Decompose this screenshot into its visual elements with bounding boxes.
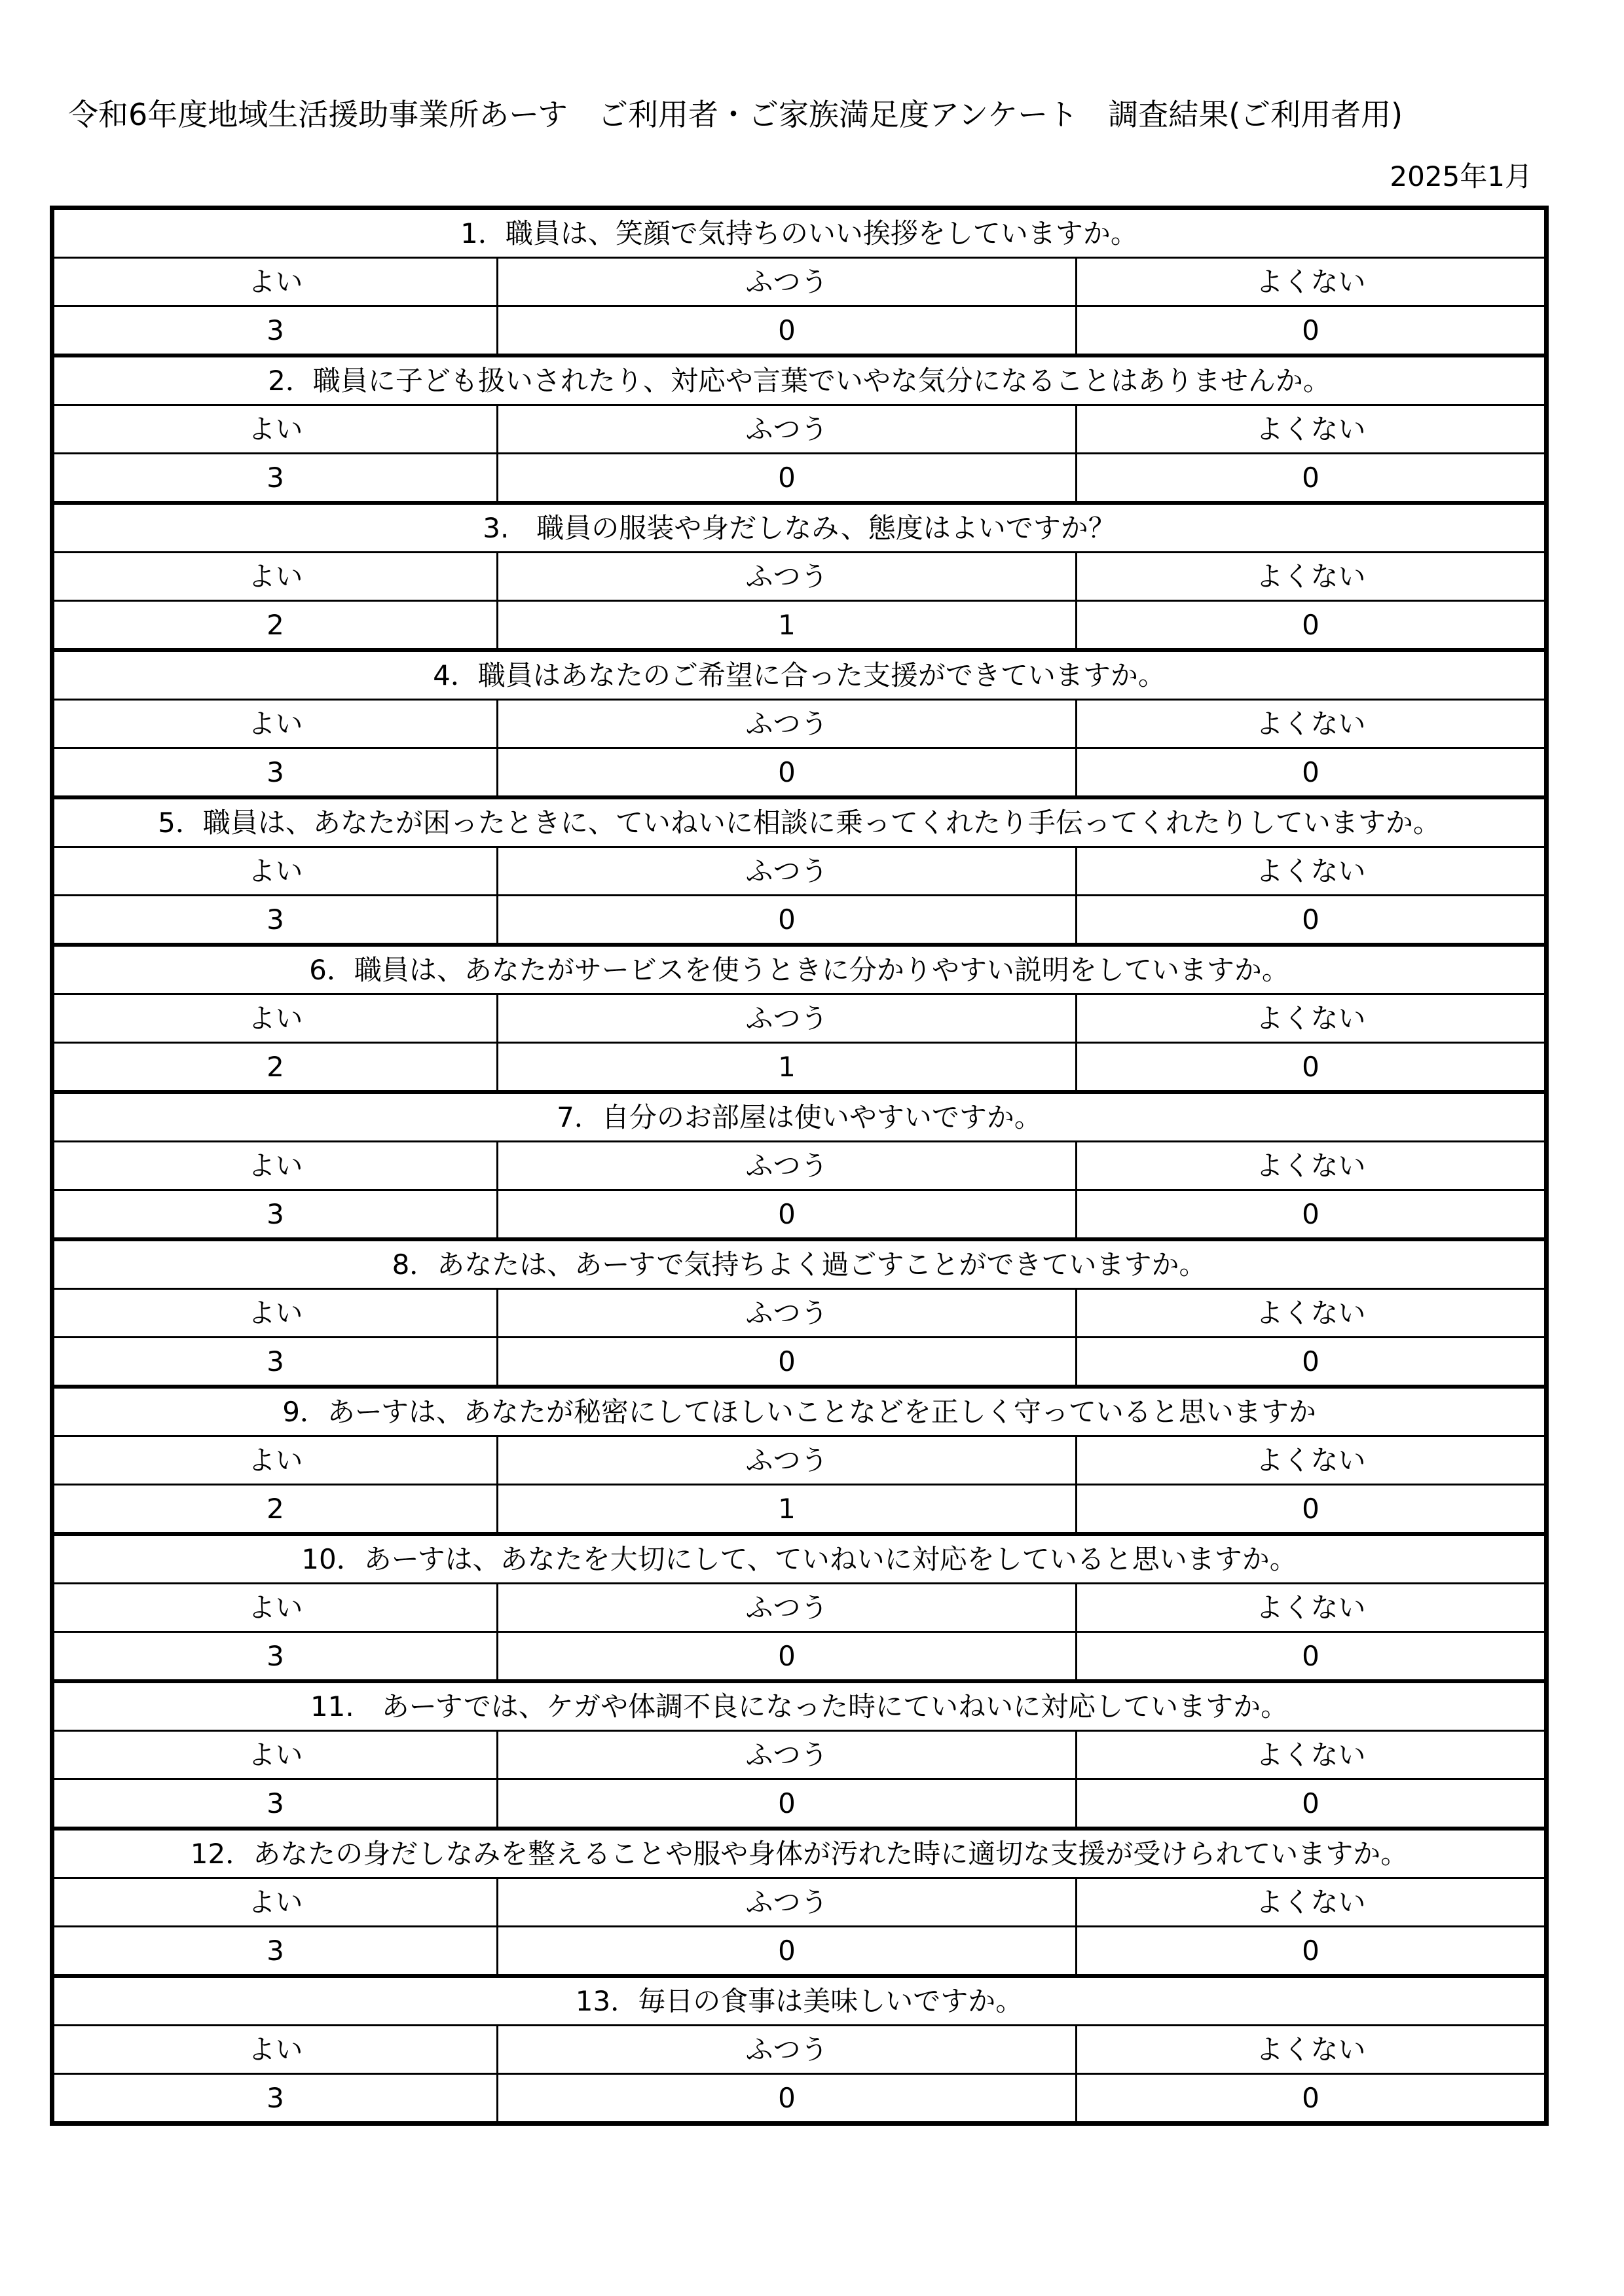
rating-header-good: よい	[52, 1436, 498, 1485]
rating-count-row	[52, 306, 1547, 356]
rating-header-average: ふつう	[498, 1878, 1077, 1927]
rating-count-row	[52, 454, 1547, 503]
rating-header-good: よい	[52, 1142, 498, 1190]
rating-header-row	[52, 1584, 1547, 1632]
count-average: 1	[498, 1043, 1077, 1093]
count-average: 1	[498, 1485, 1077, 1535]
rating-count-row	[52, 2074, 1547, 2124]
question-row	[52, 1387, 1547, 1436]
document-title: 令和6年度地域生活援助事業所あーす ご利用者・ご家族満足度アンケート 調査結果(ご利用者用)	[68, 97, 1403, 132]
rating-header-good: よい	[52, 1584, 498, 1632]
rating-header-good: よい	[52, 1289, 498, 1338]
count-not-good: 0	[1077, 2074, 1547, 2124]
rating-count-row	[52, 1485, 1547, 1535]
count-average: 0	[498, 306, 1077, 356]
count-not-good: 0	[1077, 1632, 1547, 1682]
rating-header-row	[52, 2026, 1547, 2074]
rating-count-row	[52, 1338, 1547, 1387]
count-good: 3	[52, 454, 498, 503]
count-good: 3	[52, 2074, 498, 2124]
rating-header-average: ふつう	[498, 258, 1077, 306]
rating-header-row	[52, 994, 1547, 1043]
question-text: 12．あなたの身だしなみを整えることや服や身体が汚れた時に適切な支援が受けられていますか。	[52, 1829, 1547, 1878]
rating-header-row	[52, 1142, 1547, 1190]
rating-header-row	[52, 405, 1547, 454]
count-average: 0	[498, 1927, 1077, 1977]
survey-results-body	[52, 208, 1547, 2124]
rating-header-row	[52, 1289, 1547, 1338]
rating-header-row	[52, 258, 1547, 306]
count-good: 2	[52, 1485, 498, 1535]
question-row	[52, 1681, 1547, 1731]
rating-header-row	[52, 1878, 1547, 1927]
rating-header-not-good: よくない	[1077, 1731, 1547, 1779]
count-not-good: 0	[1077, 1485, 1547, 1535]
rating-count-row	[52, 1043, 1547, 1093]
rating-header-average: ふつう	[498, 1289, 1077, 1338]
count-good: 3	[52, 896, 498, 945]
rating-header-average: ふつう	[498, 1142, 1077, 1190]
count-not-good: 0	[1077, 601, 1547, 651]
rating-header-average: ふつう	[498, 994, 1077, 1043]
rating-header-average: ふつう	[498, 1436, 1077, 1485]
count-not-good: 0	[1077, 1043, 1547, 1093]
question-text: 4．職員はあなたのご希望に合った支援ができていますか。	[52, 650, 1547, 700]
rating-header-average: ふつう	[498, 1731, 1077, 1779]
rating-count-row	[52, 896, 1547, 945]
count-average: 0	[498, 1632, 1077, 1682]
rating-header-average: ふつう	[498, 2026, 1077, 2074]
question-row	[52, 650, 1547, 700]
question-row	[52, 1239, 1547, 1289]
rating-header-not-good: よくない	[1077, 847, 1547, 896]
count-good: 3	[52, 1338, 498, 1387]
count-good: 3	[52, 1190, 498, 1240]
count-average: 0	[498, 2074, 1077, 2124]
rating-count-row	[52, 748, 1547, 798]
question-row	[52, 503, 1547, 553]
count-not-good: 0	[1077, 306, 1547, 356]
rating-header-average: ふつう	[498, 1584, 1077, 1632]
rating-header-good: よい	[52, 553, 498, 601]
count-not-good: 0	[1077, 1190, 1547, 1240]
rating-header-good: よい	[52, 847, 498, 896]
rating-header-row	[52, 553, 1547, 601]
rating-header-not-good: よくない	[1077, 1289, 1547, 1338]
question-row	[52, 945, 1547, 994]
survey-results-table	[50, 206, 1549, 2126]
rating-header-row	[52, 700, 1547, 748]
rating-header-row	[52, 1731, 1547, 1779]
rating-header-not-good: よくない	[1077, 405, 1547, 454]
count-not-good: 0	[1077, 454, 1547, 503]
question-text: 6．職員は、あなたがサービスを使うときに分かりやすい説明をしていますか。	[52, 945, 1547, 994]
question-row	[52, 208, 1547, 258]
count-average: 0	[498, 1338, 1077, 1387]
rating-header-good: よい	[52, 994, 498, 1043]
question-row	[52, 1092, 1547, 1142]
question-text: 5．職員は、あなたが困ったときに、ていねいに相談に乗ってくれたり手伝ってくれたりしていますか。	[52, 797, 1547, 847]
count-good: 3	[52, 1927, 498, 1977]
count-good: 3	[52, 306, 498, 356]
rating-header-good: よい	[52, 405, 498, 454]
count-good: 2	[52, 601, 498, 651]
question-text: 7．自分のお部屋は使いやすいですか。	[52, 1092, 1547, 1142]
rating-header-average: ふつう	[498, 553, 1077, 601]
document-date: 2025年1月	[1390, 160, 1532, 192]
question-row	[52, 1976, 1547, 2026]
rating-header-good: よい	[52, 700, 498, 748]
rating-header-not-good: よくない	[1077, 1142, 1547, 1190]
count-not-good: 0	[1077, 896, 1547, 945]
question-row	[52, 355, 1547, 405]
question-text: 9．あーすは、あなたが秘密にしてほしいことなどを正しく守っていると思いますか	[52, 1387, 1547, 1436]
rating-count-row	[52, 1779, 1547, 1829]
rating-header-good: よい	[52, 2026, 498, 2074]
rating-header-average: ふつう	[498, 700, 1077, 748]
question-row	[52, 797, 1547, 847]
count-good: 2	[52, 1043, 498, 1093]
rating-count-row	[52, 1190, 1547, 1240]
count-average: 0	[498, 896, 1077, 945]
question-text: 11. あーすでは、ケガや体調不良になった時にていねいに対応していますか。	[52, 1681, 1547, 1731]
rating-header-good: よい	[52, 258, 498, 306]
rating-header-not-good: よくない	[1077, 1436, 1547, 1485]
count-average: 0	[498, 748, 1077, 798]
count-not-good: 0	[1077, 1927, 1547, 1977]
rating-header-row	[52, 1436, 1547, 1485]
rating-header-not-good: よくない	[1077, 1584, 1547, 1632]
rating-header-good: よい	[52, 1878, 498, 1927]
rating-header-not-good: よくない	[1077, 700, 1547, 748]
question-text: 8．あなたは、あーすで気持ちよく過ごすことができていますか。	[52, 1239, 1547, 1289]
rating-count-row	[52, 601, 1547, 651]
count-average: 1	[498, 601, 1077, 651]
rating-header-row	[52, 847, 1547, 896]
count-good: 3	[52, 1632, 498, 1682]
rating-header-not-good: よくない	[1077, 994, 1547, 1043]
question-text: 10．あーすは、あなたを大切にして、ていねいに対応をしていると思いますか。	[52, 1534, 1547, 1584]
question-row	[52, 1829, 1547, 1878]
rating-header-not-good: よくない	[1077, 1878, 1547, 1927]
count-not-good: 0	[1077, 1338, 1547, 1387]
rating-header-not-good: よくない	[1077, 2026, 1547, 2074]
question-text: 13．毎日の食事は美味しいですか。	[52, 1976, 1547, 2026]
rating-count-row	[52, 1632, 1547, 1682]
rating-header-not-good: よくない	[1077, 553, 1547, 601]
question-row	[52, 1534, 1547, 1584]
count-not-good: 0	[1077, 748, 1547, 798]
count-average: 0	[498, 454, 1077, 503]
question-text: 2．職員に子ども扱いされたり、対応や言葉でいやな気分になることはありませんか。	[52, 355, 1547, 405]
question-text: 1．職員は、笑顔で気持ちのいい挨拶をしていますか。	[52, 208, 1547, 258]
count-average: 0	[498, 1779, 1077, 1829]
count-not-good: 0	[1077, 1779, 1547, 1829]
count-good: 3	[52, 1779, 498, 1829]
rating-header-average: ふつう	[498, 405, 1077, 454]
rating-header-good: よい	[52, 1731, 498, 1779]
rating-header-not-good: よくない	[1077, 258, 1547, 306]
rating-header-average: ふつう	[498, 847, 1077, 896]
count-average: 0	[498, 1190, 1077, 1240]
rating-count-row	[52, 1927, 1547, 1977]
question-text: 3. 職員の服装や身だしなみ、態度はよいですか？	[52, 503, 1547, 553]
count-good: 3	[52, 748, 498, 798]
